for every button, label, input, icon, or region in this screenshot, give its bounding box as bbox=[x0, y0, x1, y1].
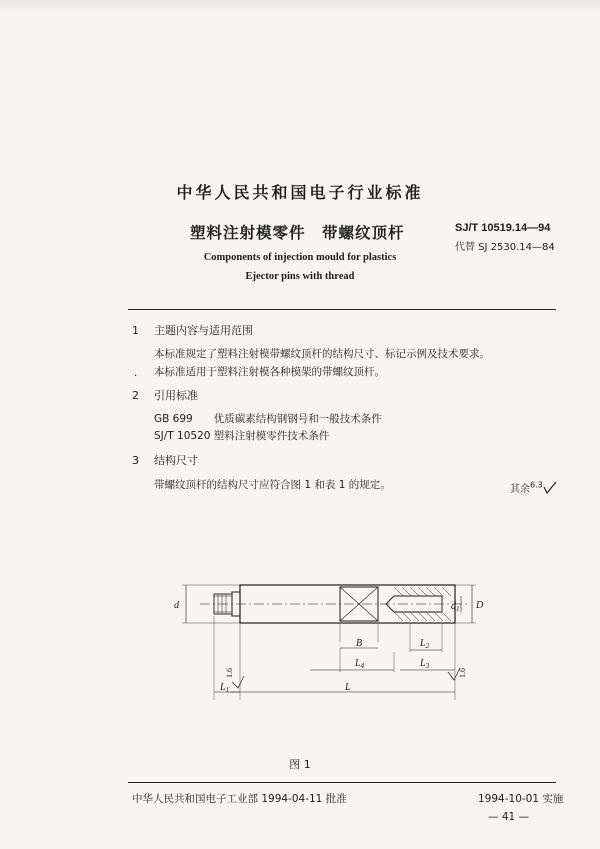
section-1-line-1: 本标准规定了塑料注射模带螺纹顶杆的结构尺寸、标记示例及技术要求。 bbox=[154, 348, 490, 360]
header-rule bbox=[128, 309, 556, 310]
dim-L1: $L_1$ bbox=[220, 682, 230, 694]
document-title-en-2: Ejector pins with thread bbox=[245, 271, 355, 282]
section-1-heading bbox=[132, 322, 253, 338]
dim-D: D bbox=[476, 600, 484, 611]
reference-sjt10520: SJ/T 10520 塑料注射模零件技术条件 bbox=[154, 430, 330, 442]
section-2-heading bbox=[132, 387, 198, 403]
reference-gb699: GB 699 优质碳素结构钢钢号和一般技术条件 bbox=[154, 413, 382, 425]
document-title-en-1: Components of injection mould for plastics bbox=[203, 252, 397, 263]
replaces-standard: 代替 SJ 2530.14—84 bbox=[455, 242, 555, 253]
dim-B: B bbox=[356, 638, 363, 649]
standard-code: SJ/T 10519.14—94 bbox=[455, 222, 551, 234]
implementation-date: 1994-10-01 实施 bbox=[478, 793, 564, 805]
section-3-heading bbox=[132, 452, 198, 468]
document-title-cn: 塑料注射模零件 带螺纹顶杆 bbox=[190, 224, 405, 242]
dim-L4: $L_4$ bbox=[355, 658, 365, 670]
scan-top-edge bbox=[0, 0, 600, 14]
section-title: 引用标准 bbox=[154, 389, 198, 402]
footer-rule bbox=[128, 782, 556, 783]
section-number: 2 bbox=[132, 389, 139, 402]
section-number: 3 bbox=[132, 454, 139, 467]
dim-L: L bbox=[345, 682, 351, 693]
ra-right: 1.6 bbox=[458, 668, 467, 678]
dim-d: d bbox=[174, 600, 179, 611]
surface-roughness-note bbox=[510, 480, 557, 495]
section-number: 1 bbox=[132, 324, 139, 337]
roughness-value: 6.3 bbox=[530, 480, 543, 490]
section-3-line-1: 带螺纹顶杆的结构尺寸应符合图 1 和表 1 的规定。 bbox=[154, 479, 391, 491]
standard-header: 中华人民共和国电子行业标准 bbox=[176, 183, 424, 202]
roughness-label: 其余 bbox=[510, 484, 530, 495]
section-title: 结构尺寸 bbox=[154, 454, 198, 467]
section-title: 主题内容与适用范围 bbox=[154, 324, 253, 337]
approval-line: 中华人民共和国电子工业部 1994-04-11 批准 bbox=[132, 793, 347, 805]
ejector-pin-drawing bbox=[150, 560, 484, 720]
dim-L3: $L_3$ bbox=[420, 658, 430, 670]
dim-d1: $d_1$ bbox=[451, 601, 460, 613]
figure-caption: 图 1 bbox=[289, 758, 311, 771]
roughness-check-icon bbox=[543, 482, 557, 494]
dim-L2: $L_2$ bbox=[420, 638, 430, 650]
section-1-line-2: 本标准适用于塑料注射模各种模架的带螺纹顶杆。 bbox=[154, 366, 385, 378]
ra-left: 1.6 bbox=[225, 668, 234, 678]
scan-speck: . bbox=[134, 368, 138, 379]
page-number: — 41 — bbox=[488, 811, 530, 823]
